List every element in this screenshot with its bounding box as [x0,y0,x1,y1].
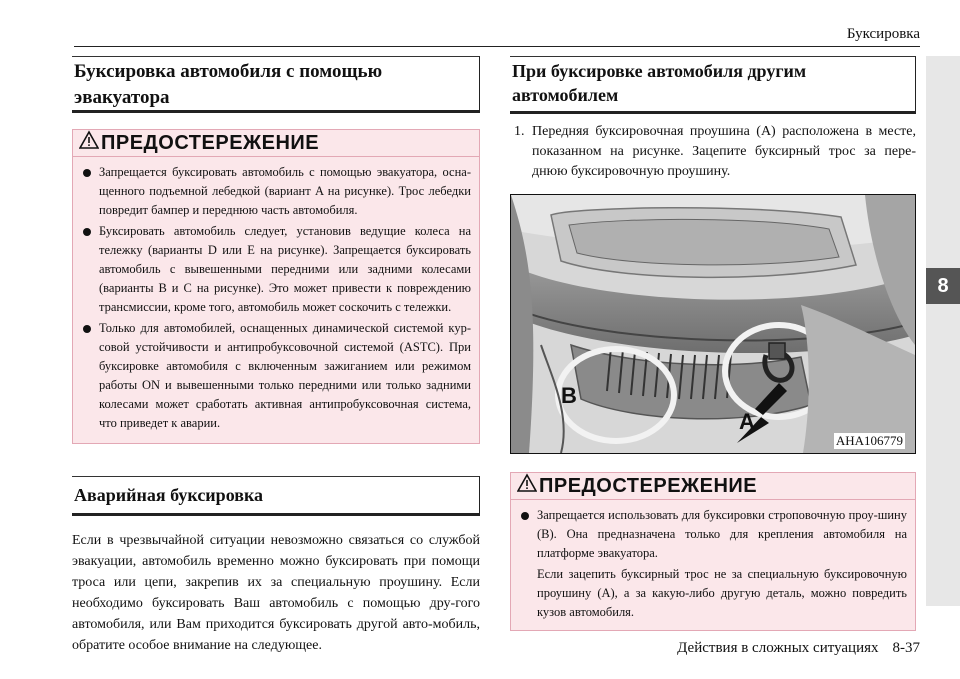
emergency-towing-paragraph: Если в чрезвычайной ситуации невозможно связаться со службой эвакуации, автомобиль временно можно буксировать при помощи троса или цепи, закрепив их за специальную проушину. Если необходимо буксировать Ваш автомобиль с помощью дру-гого автомобиля, или Вам приходится буксировать другой авто-мобиль, обратите особое внимание на следующее. [72,533,480,653]
label-a: A [739,409,755,434]
warning-bullet-2: Буксировать автомобиль следует, установив ведущие колеса на тележку (варианты D или E на рисунке). Запрещается буксировать автомобиль с вывешенными передними или задними колесами (варианты B и C на рисунке). Это может привести к повреждению трансмиссии, кроме того, автомобиль может соскочить с тележки. [81,222,471,317]
warning-bullet-3: Только для автомобилей, оснащенных динамической системой кур-совой устойчивости и антипробуксовочной системой (ASTC). При буксировке автомобиля с включенным зажиганием или режимом работы ON и вывешенными только передними или только задними колесами может сработать активная антипробуксовочная система, что приведет к аварии. [81,319,471,433]
figure-id: AHA106779 [835,433,903,448]
vehicle-underside-illustration [511,195,915,453]
warning-bullet-1: Запрещается буксировать автомобиль с помощью эвакуатора, осна-щенного подъемной лебедкой (вариант A на рисунке). Трос лебедки повредит бампер и переднюю часть автомобиля. [81,163,471,220]
page-header [74,22,920,47]
step-1-number: 1. [514,124,525,139]
step-1 [510,122,916,182]
section-title-emergency-towing: Аварийная буксировка [72,476,480,516]
warning-title-text: ПРЕДОСТЕРЕЖЕНИЕ [101,132,320,154]
warning2-paragraph: Если зацепить буксирный трос не за специальную буксировочную проушину (A), а за какую-либо другую деталь, можно повредить кузов автомобиля. [537,567,907,619]
section-title-tow-truck: Буксировка автомобиля с помощью эвакуатора [72,56,480,113]
chapter-tab-strip [926,56,960,606]
footer-section: Действия в сложных ситуациях [677,640,879,656]
label-b: B [561,383,577,408]
section-title-tow-by-vehicle: При буксировке автомобиля другим автомобилем [510,56,916,114]
header-title: Буксировка [846,26,920,42]
chapter-tab[interactable]: 8 [926,268,960,304]
warning-box-tow-truck [72,129,480,444]
page-footer [500,640,920,662]
tow-hook-figure [510,194,916,454]
warning-box-tow-hook [510,472,916,631]
right-column [510,56,916,631]
warning-triangle-icon [517,473,537,500]
warning-title [73,130,479,157]
left-column [72,56,480,656]
page-number: 8-37 [892,640,920,656]
warning-title-2 [511,473,915,500]
warning-title-text-2: ПРЕДОСТЕРЕЖЕНИЕ [539,475,758,497]
warning2-bullet: Запрещается использовать для буксировки строповочную проу-шину (B). Она предназначена только для крепления автомобиля на платформе эвакуатора. [519,506,907,563]
warning-triangle-icon [79,130,99,157]
step-1-text: Передняя буксировочная проушина (A) расположена в месте, показанном на рисунке. Зацепите буксирный трос за пере-днюю буксировочную проушину. [532,124,916,179]
